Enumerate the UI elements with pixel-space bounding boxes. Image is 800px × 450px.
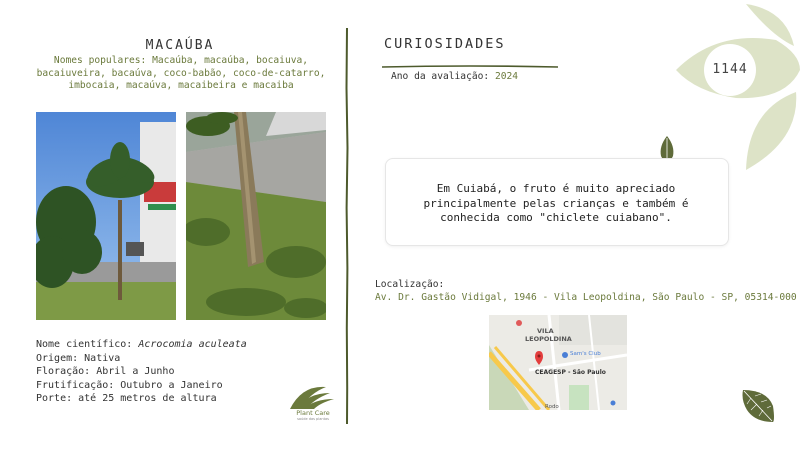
scientific-name-row [36, 338, 247, 352]
year-value: 2024 [494, 71, 519, 82]
map-place-label: CEAGESP - São Paulo [535, 369, 606, 376]
size-row: Porte: até 25 metros de altura [36, 393, 217, 404]
palm-photo [36, 112, 176, 320]
vertical-divider [344, 28, 350, 424]
logo-tagline: saúde das plantas [297, 417, 329, 421]
corner-leaf-icon [741, 388, 775, 424]
location-map[interactable] [489, 315, 627, 410]
logo-name: Plant Care [296, 409, 330, 417]
origin-row: Origem: Nativa [36, 352, 121, 364]
curiosities-title: CURIOSIDADES [384, 36, 506, 52]
fruiting-row: Frutificação: Outubro a Janeiro [36, 379, 223, 391]
plant-number-badge: 1144 [712, 62, 748, 77]
location-label: Localização: [375, 279, 445, 290]
decorative-leaves-icon [676, 0, 800, 175]
trunk-photo [186, 112, 326, 320]
popular-names: Nomes populares: Macaúba, macaúba, bocaiuva, bacaiuveira, bacaúva, coco-babão, coco-de-catarro, imbocaia, macaúva, macaibeira e macaiba [36, 55, 326, 91]
flowering-row: Floração: Abril a Junho [36, 366, 175, 377]
map-store-label: Sam's Club [570, 351, 601, 357]
location-address[interactable]: Av. Dr. Gastão Vidigal, 1946 - Vila Leopoldina, São Paulo - SP, 05314-000 [375, 292, 797, 303]
map-district-line2: LEOPOLDINA [525, 335, 572, 343]
plant-title: MACAÚBA [145, 38, 215, 53]
map-district-line1: VILA [537, 327, 554, 335]
map-road-label: Rodo [545, 404, 559, 410]
evaluation-year [391, 71, 518, 82]
curiosity-text: Em Cuiabá, o fruto é muito apreciado principalmente pelas crianças e também é conhecida como "chiclete cuiabano". [423, 182, 689, 224]
scientific-name-value: Acrocomia aculeata [138, 339, 247, 350]
year-label: Ano da avaliação: [391, 71, 490, 82]
title-underline [382, 54, 558, 58]
scientific-name-label: Nome científico: [36, 339, 139, 350]
plant-details [36, 338, 247, 406]
